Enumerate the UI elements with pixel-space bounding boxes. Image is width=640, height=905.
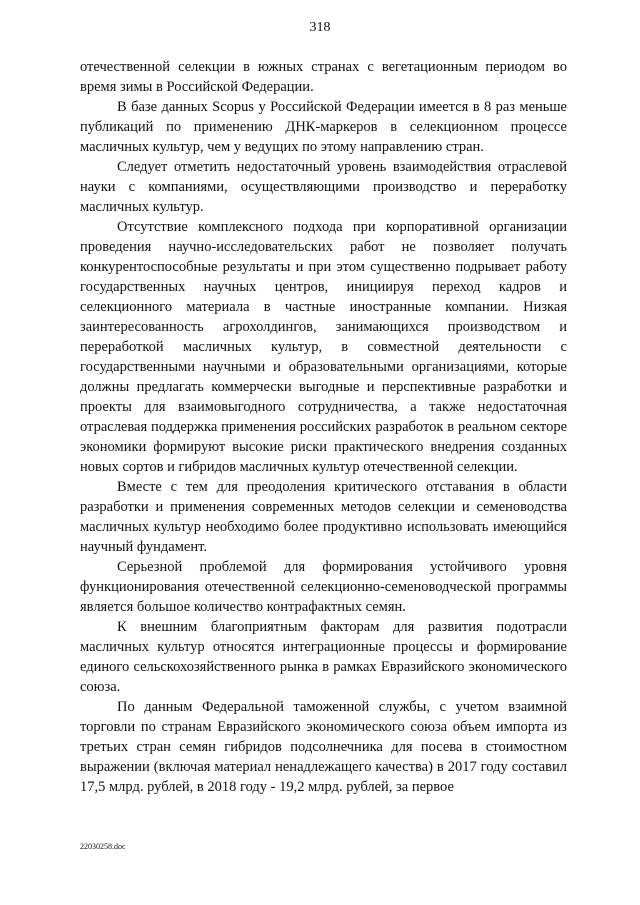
paragraph-scopus: В базе данных Scopus у Российской Федерации имеется в 8 раз меньше публикаций по применению ДНК-маркеров в селекционном процессе масличных культур, чем у ведущих по этому направлению стран. [80,99,567,155]
footer-file-name: 22030258.doc [80,842,126,851]
paragraph-continuation: отечественной селекции в южных странах с вегетационным периодом во время зимы в Российской Федерации. [80,59,567,95]
paragraph-interaction: Следует отметить недостаточный уровень взаимодействия отраслевой науки с компаниями, осуществляющими производство и переработку масличных культур. [80,159,567,215]
page-number: 318 [309,20,331,35]
paragraph-counterfeit-seeds: Серьезной проблемой для формирования устойчивого уровня функционирования отечественной селекционно-семеноводческой программы является большое количество контрафактных семян. [80,559,567,615]
paragraph-customs-data: По данным Федеральной таможенной службы, с учетом взаимной торговли по странам Евразийского экономического союза объем импорта из третьих стран семян гибридов подсолнечника для посева в стоимостном выражении (включая материал ненадлежащего качества) в 2017 году составил 17,5 млрд. рублей, в 2018 году - 19,2 млрд. рублей, за первое [80,699,567,795]
paragraph-external-factors: К внешним благоприятным факторам для развития подотрасли масличных культур относятся интеграционные процессы и формирование единого сельскохозяйственного рынка в рамках Евразийского экономического союза. [80,619,567,695]
paragraph-scientific-base: Вместе с тем для преодоления критического отставания в области разработки и применения современных методов селекции и семеноводства масличных культур необходимо более продуктивно использовать имеющийся научный фундамент. [80,479,567,555]
document-body [80,57,567,797]
paragraph-complex-approach: Отсутствие комплексного подхода при корпоративной организации проведения научно-исследовательских работ не позволяет получать конкурентоспособные результаты и при этом существенно подрывает работу государственных научных центров, инициируя переход кадров и селекционного материала в частные иностранные компании. Низкая заинтересованность агрохолдингов, занимающихся производством и переработкой масличных культур, в совместной деятельности с государственными научными и образовательными организациями, которые должны предлагать коммерчески выгодные и перспективные разработки и проекты для взаимовыгодного сотрудничества, а также недостаточная отраслевая поддержка применения российских разработок в реальном секторе экономики формируют высокие риски практического внедрения созданных новых сортов и гибридов масличных культур отечественной селекции. [80,219,567,475]
